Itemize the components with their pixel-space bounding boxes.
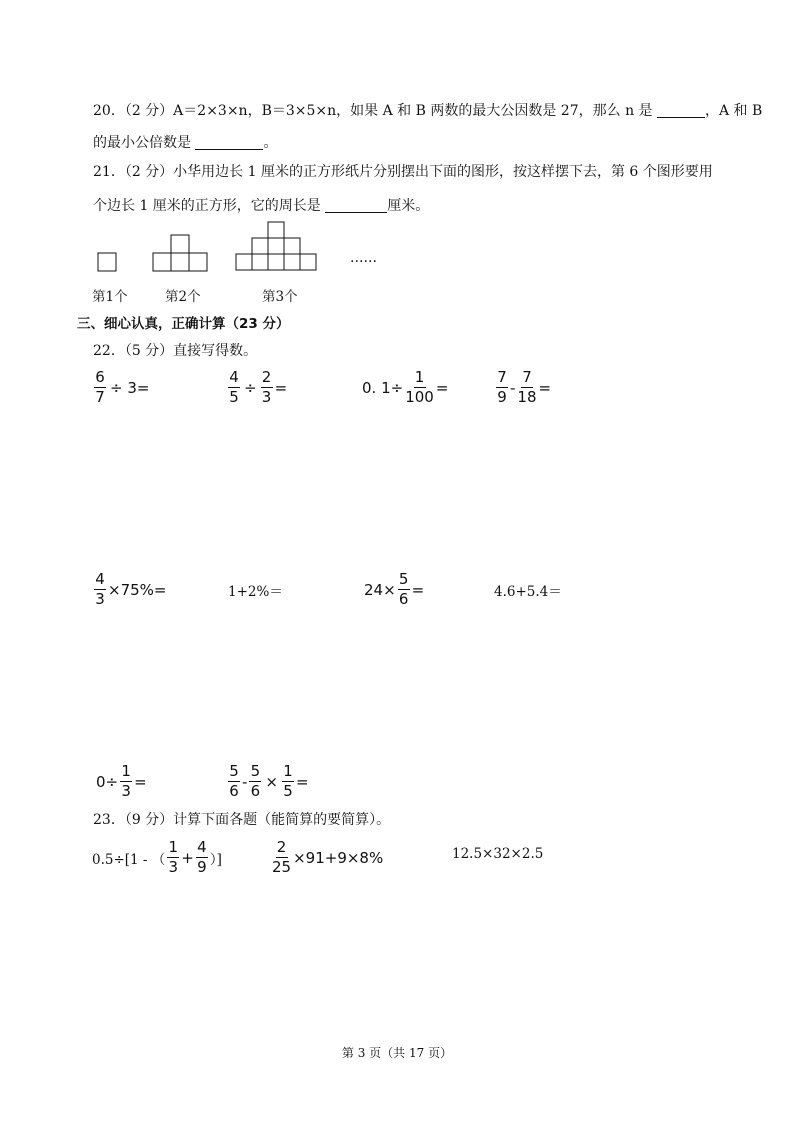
q20-line1 xyxy=(93,101,762,121)
q20-text-after: ，A 和 B xyxy=(705,103,763,119)
expression-rest: = xyxy=(274,378,288,397)
figure-ellipsis: …… xyxy=(350,250,377,266)
q22-item-g xyxy=(364,572,424,607)
numerator: 1 xyxy=(168,838,179,856)
fraction xyxy=(228,764,240,799)
expression-pre: 0.5÷[1 - （ xyxy=(92,851,166,868)
q23-expr-3 xyxy=(452,846,543,862)
q20-blank-n[interactable] xyxy=(657,103,705,118)
denominator: 5 xyxy=(283,782,293,800)
fraction xyxy=(228,370,240,405)
denominator: 6 xyxy=(398,590,409,608)
denominator: 5 xyxy=(229,388,239,406)
numerator: 1 xyxy=(283,762,293,780)
fraction xyxy=(94,370,106,405)
q20-text2-after: 。 xyxy=(263,135,278,151)
operator: - xyxy=(242,772,248,791)
q20-text: 20．（2 分）A＝2×3×n，B＝3×5×n，如果 A 和 B 两数的最大公因数是 27，那么 n 是 xyxy=(93,103,653,119)
q21-line1: 21．（2 分）小华用边长 1 厘米的正方形纸片分别摆出下面的图形，按这样摆下去，第 6 个图形要用 xyxy=(93,164,713,180)
numerator: 5 xyxy=(250,762,261,780)
figure-1 xyxy=(98,253,116,271)
numerator: 1 xyxy=(121,762,131,780)
q22-item-h xyxy=(494,580,562,600)
denominator: 7 xyxy=(95,388,105,406)
q23-expr-1 xyxy=(92,840,222,875)
denominator: 25 xyxy=(272,858,292,876)
figure-2 xyxy=(153,235,207,271)
figure-1-label: 第1个 xyxy=(92,289,128,305)
expression-rest: ÷ 3= xyxy=(110,378,150,397)
denominator: 3 xyxy=(168,858,179,876)
q22-item-e xyxy=(92,572,166,607)
q21-text2: 个边长 1 厘米的正方形，它的周长是 xyxy=(93,198,321,214)
numerator: 4 xyxy=(95,570,105,588)
q22-item-a xyxy=(92,370,151,405)
square-pattern-figure xyxy=(95,220,395,276)
q22-item-c xyxy=(362,370,448,405)
q23-expr-2 xyxy=(270,840,383,875)
expression-rest: = xyxy=(134,772,147,791)
operator: - xyxy=(510,378,516,397)
fraction xyxy=(496,370,508,405)
expression-rest: = xyxy=(411,580,425,599)
denominator: 3 xyxy=(261,388,272,406)
denominator: 3 xyxy=(121,782,131,800)
numerator: 4 xyxy=(229,368,239,386)
figure-3-label: 第3个 xyxy=(262,289,298,305)
q22-item-i xyxy=(96,764,147,799)
expression-text: 1+2%＝ xyxy=(228,584,283,600)
q21-line2 xyxy=(93,196,429,216)
fraction xyxy=(282,764,294,799)
q22-item-f xyxy=(228,580,283,600)
denominator: 6 xyxy=(250,782,261,800)
numerator: 2 xyxy=(261,368,272,386)
numerator: 1 xyxy=(414,368,425,386)
expression-pre: 0÷ xyxy=(96,772,119,791)
q22-item-b xyxy=(226,370,287,405)
denominator: 100 xyxy=(405,388,434,406)
q21-text2-after: 厘米。 xyxy=(387,198,430,214)
expression-text: 4.6+5.4＝ xyxy=(494,584,562,600)
expression-text: 12.5×32×2.5 xyxy=(452,846,544,862)
fraction xyxy=(405,370,434,405)
fraction xyxy=(272,840,291,875)
expression-rest: = xyxy=(296,772,309,791)
figure-1-square xyxy=(98,253,116,271)
fraction xyxy=(261,370,273,405)
denominator: 3 xyxy=(95,590,105,608)
expression-pre: 0. 1÷ xyxy=(362,378,404,397)
denominator: 18 xyxy=(517,388,537,406)
fraction xyxy=(517,370,536,405)
figure-2-label: 第2个 xyxy=(165,289,201,305)
figure-3 xyxy=(236,222,316,270)
section-3-heading: 三、细心认真，正确计算（23 分） xyxy=(77,316,290,332)
fraction xyxy=(120,764,132,799)
expression-rest: = xyxy=(435,378,449,397)
numerator: 7 xyxy=(522,368,532,386)
expression-post: ）] xyxy=(209,851,222,868)
numerator: 7 xyxy=(497,368,507,386)
operator: + xyxy=(181,848,194,867)
fraction xyxy=(167,840,179,875)
numerator: 5 xyxy=(398,570,409,588)
q23-title: 23．（9 分）计算下面各题（能简算的要简算）。 xyxy=(93,812,391,828)
page-footer: 第 3 页（共 17 页） xyxy=(341,1046,453,1060)
fraction xyxy=(196,840,208,875)
numerator: 4 xyxy=(197,838,207,856)
denominator: 9 xyxy=(197,858,207,876)
q21-blank-perimeter[interactable] xyxy=(325,198,387,213)
q22-item-d xyxy=(494,370,551,405)
numerator: 6 xyxy=(95,368,105,386)
expression-rest: = xyxy=(538,378,552,397)
expression-rest: ×91+9×8% xyxy=(293,848,384,867)
q20-blank-lcm[interactable] xyxy=(195,135,263,150)
operator: × xyxy=(265,772,278,791)
numerator: 5 xyxy=(229,762,239,780)
operator: ÷ xyxy=(244,378,257,397)
expression-pre: 24× xyxy=(364,580,396,599)
denominator: 9 xyxy=(497,388,507,406)
q20-text2: 的最小公倍数是 xyxy=(93,135,191,151)
fraction xyxy=(398,572,410,607)
q20-line2 xyxy=(93,133,277,153)
q22-item-j xyxy=(226,764,309,799)
numerator: 2 xyxy=(276,838,287,856)
expression-rest: ×75%= xyxy=(108,580,167,599)
denominator: 6 xyxy=(229,782,239,800)
fraction xyxy=(94,572,106,607)
fraction xyxy=(249,764,261,799)
q22-title: 22．（5 分）直接写得数。 xyxy=(93,343,258,359)
